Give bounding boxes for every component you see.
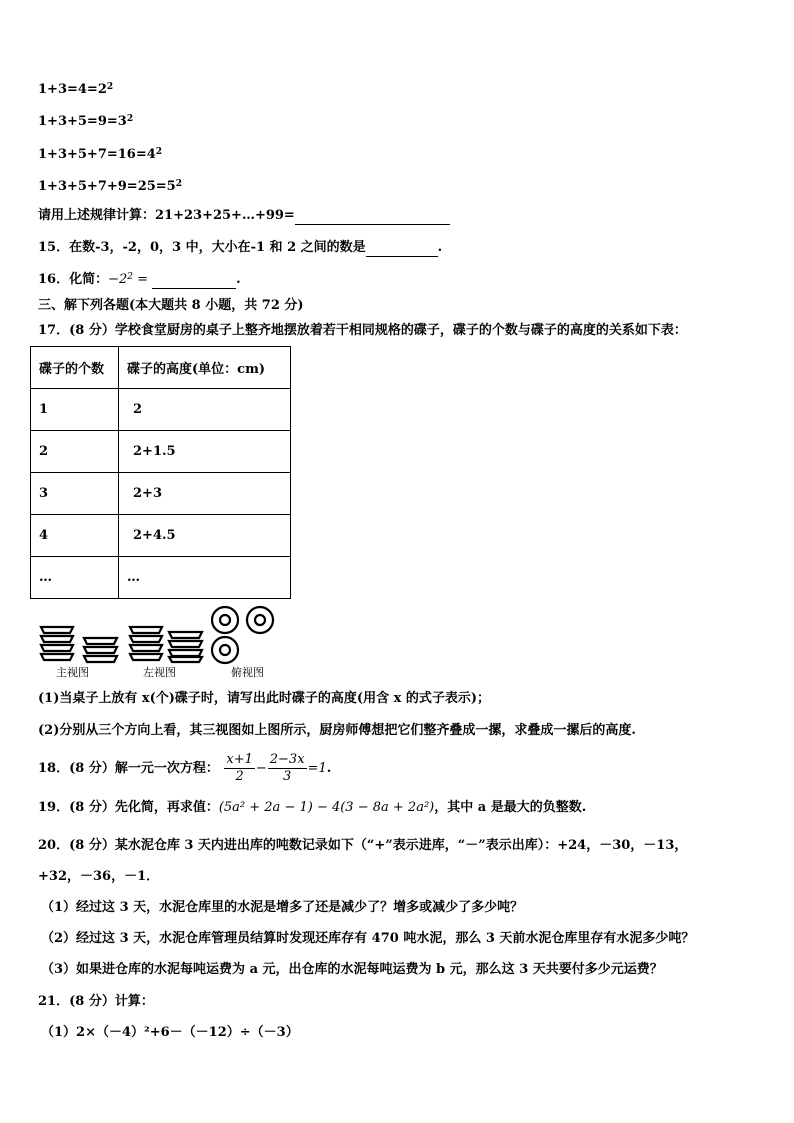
table-header-cell: 碟子的个数 <box>31 347 119 389</box>
table-cell: … <box>119 557 291 599</box>
table-cell: 2 <box>119 389 291 431</box>
question-19: 19．(8 分）先化简，再求值：(5a² + 2a − 1) − 4(3 − 8a + 2a²)，其中 a 是最大的负整数. <box>38 800 587 815</box>
table-header-row <box>31 347 291 389</box>
question-20-part-2: （2）经过这 3 天，水泥仓库管理员结算时发现还库存有 470 吨水泥，那么 3 天前水泥仓库里存有水泥多少吨？ <box>41 931 695 946</box>
section-heading: 三、解下列各题(本大题共 8 小题，共 72 分) <box>38 298 304 313</box>
table-row <box>31 515 291 557</box>
table-row <box>31 557 291 599</box>
table-cell: 4 <box>31 515 119 557</box>
question-20-part-1: （1）经过这 3 天，水泥仓库里的水泥是增多了还是减少了？增多或减少了多少吨？ <box>41 900 524 915</box>
table-cell: 2+4.5 <box>119 515 291 557</box>
question-17: 17．(8 分）学校食堂厨房的桌子上整齐地摆放着若干相同规格的碟子，碟子的个数与碟子的高度的关系如下表： <box>38 323 687 338</box>
table-row <box>31 473 291 515</box>
question-17-part-2: (2)分别从三个方向上看，其三视图如上图所示，厨房师傅想把它们整齐叠成一摞，求叠成一摞后的高度. <box>38 723 636 738</box>
table-header-cell: 碟子的高度(单位：cm) <box>119 347 291 389</box>
question-21-part-1: （1）2×（－4）²+6－（－12）÷（－3） <box>41 1025 299 1040</box>
pattern-question: 请用上述规律计算：21+23+25+…+99= <box>38 207 450 225</box>
table-row <box>31 431 291 473</box>
table-cell: 1 <box>31 389 119 431</box>
table-cell: 2+1.5 <box>119 431 291 473</box>
pattern-line-3: $1+3+5+7=16=4^2$ <box>38 147 163 162</box>
table-row <box>31 389 291 431</box>
table-cell: 2+3 <box>119 473 291 515</box>
plates-table <box>30 346 291 599</box>
left-view-plates <box>128 624 206 664</box>
answer-blank <box>295 210 450 225</box>
answer-blank <box>366 242 438 257</box>
question-16: 16．化简：$-2^2$ = . <box>38 272 241 287</box>
top-view-label: 俯视图 <box>231 666 264 679</box>
front-view-label: 主视图 <box>56 666 89 679</box>
left-view-label: 左视图 <box>143 666 176 679</box>
pattern-line-4: $1+3+5+7+9=25=5^2$ <box>38 179 182 194</box>
question-20-data: +32，－36，－1． <box>38 869 160 884</box>
question-20: 20．(8 分）某水泥仓库 3 天内进出库的吨数记录如下（“+”表示进库，“－”表示出库）：+24，－30，－13， <box>38 838 688 853</box>
question-18: 18．(8 分）解一元一次方程： $\frac{x+1}{2}$ − $\frac{2-3x}{3}$ =1. <box>38 752 332 784</box>
table-cell: 3 <box>31 473 119 515</box>
pattern-line-2: $1+3+5=9=3^2$ <box>38 114 134 129</box>
fraction: $\frac{x+1}{2}$ <box>226 752 253 784</box>
top-view-plates <box>209 604 277 666</box>
question-15: 15．在数-3，-2，0，3 中，大小在-1 和 2 之间的数是 . <box>38 240 443 255</box>
table-cell: … <box>31 557 119 599</box>
table-cell: 2 <box>31 431 119 473</box>
question-17-part-1: (1)当桌子上放有 x(个)碟子时，请写出此时碟子的高度(用含 x 的式子表示)； <box>38 691 491 706</box>
question-20-part-3: （3）如果进仓库的水泥每吨运费为 a 元，出仓库的水泥每吨运费为 b 元，那么这 3 天共要付多少元运费？ <box>41 962 663 977</box>
question-21: 21．(8 分）计算： <box>38 994 154 1009</box>
front-view-plates <box>38 624 122 664</box>
pattern-line-1: $1+3=4=2^2$ <box>38 82 114 97</box>
fraction: $\frac{2-3x}{3}$ <box>269 752 305 784</box>
answer-blank <box>152 274 236 289</box>
